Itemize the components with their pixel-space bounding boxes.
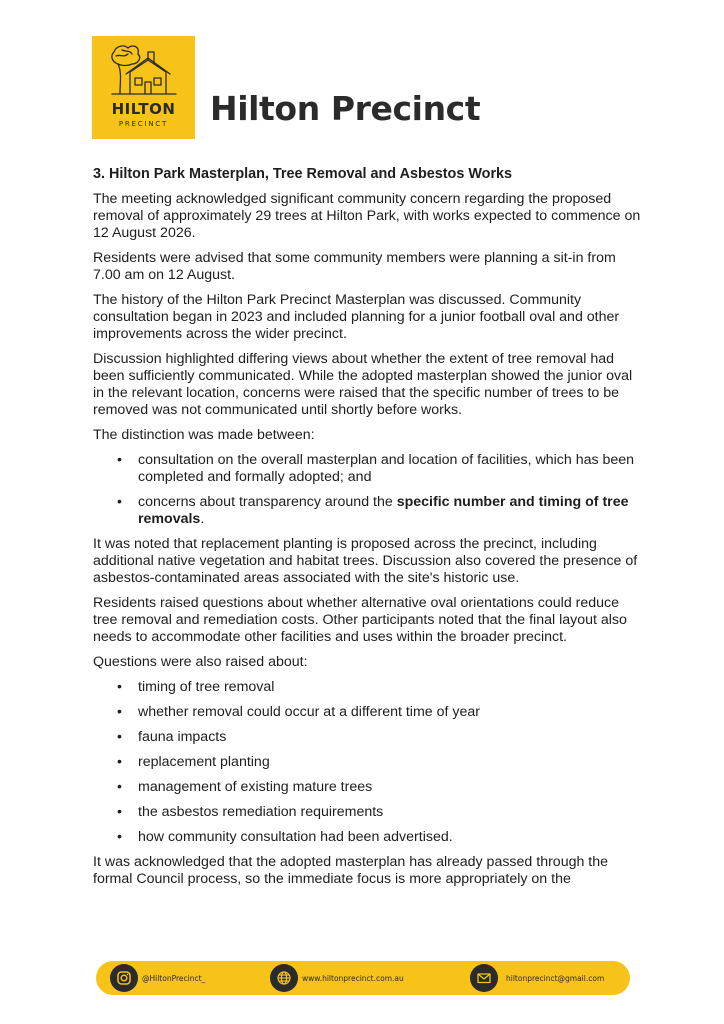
section-heading: 3. Hilton Park Masterplan, Tree Removal and Asbestos Works [93,166,513,182]
paragraph-8: Questions were also raised about: [93,654,308,670]
footer-website[interactable] [270,961,404,995]
distinction-list [93,452,641,528]
questions-list [93,679,641,846]
paragraph-4: Discussion highlighted differing views about whether the extent of tree removal had been sufficiently communicated. While the adopted masterplan showed the junior oval in the relevant location, concerns were raised that the specific number of trees to be removed was not communicated until shortly before works. [93,351,633,418]
document-body [93,165,641,896]
list-item: • fauna impacts [138,729,641,746]
paragraph-3: The history of the Hilton Park Precinct Masterplan was discussed. Community consultation began in 2023 and included planning for a junior football oval and other improvements across the wider precinct. [93,292,620,342]
footer-instagram[interactable] [110,961,205,995]
instagram-handle[interactable]: @HiltonPrecinct_ [142,973,206,983]
footer-email[interactable] [470,961,604,995]
paragraph-9: It was acknowledged that the adopted masterplan has already passed through the formal Council process, so the immediate focus is more appropriately on the [93,854,609,887]
list-item: • timing of tree removal [138,679,641,696]
footer-bar [96,961,630,995]
paragraph-6: It was noted that replacement planting is proposed across the precinct, including additional native vegetation and habitat trees. Discussion also covered the presence of asbestos-contaminated areas associated with the site's historic use. [93,536,638,586]
website-link[interactable]: www.hiltonprecinct.com.au [302,973,404,983]
paragraph-1: The meeting acknowledged significant community concern regarding the proposed removal of approximately 29 trees at Hilton Park, with works expected to commence on 12 August 2026. [93,191,641,241]
list-item: • the asbestos remediation requirements [138,804,641,821]
house-sketch-logo [108,42,180,98]
list-item: • management of existing mature trees [138,779,641,796]
instagram-icon [110,964,138,992]
paragraph-5: The distinction was made between: [93,427,315,443]
emphasis-text: specific number and timing of tree removals [138,494,629,527]
list-item: • whether removal could occur at a different time of year [138,704,641,721]
page-title: Hilton Precinct [210,89,481,128]
logo-wordmark: HILTON [111,100,176,118]
paragraph-7: Residents raised questions about whether alternative oval orientations could reduce tree removal and remediation costs. Other participants noted that the final layout also needs to accommodate other facilities and uses within the broader precinct. [93,595,627,645]
list-item: • replacement planting [138,754,641,771]
list-item: • consultation on the overall masterplan and location of facilities, which has been completed and formally adopted; and [138,452,641,486]
logo-subtitle: PRECINCT [118,120,169,128]
paragraph-2: Residents were advised that some community members were planning a sit-in from 7.00 am on 12 August. [93,250,616,283]
list-item [138,494,641,528]
list-item: • how community consultation had been advertised. [138,829,641,846]
globe-icon [270,964,298,992]
mail-icon [470,964,498,992]
hilton-precinct-logo [92,36,195,139]
email-link[interactable]: hiltonprecinct@gmail.com [506,973,605,983]
list-item-text: concerns about transparency around the [138,494,397,510]
list-item-end: . [200,511,205,527]
